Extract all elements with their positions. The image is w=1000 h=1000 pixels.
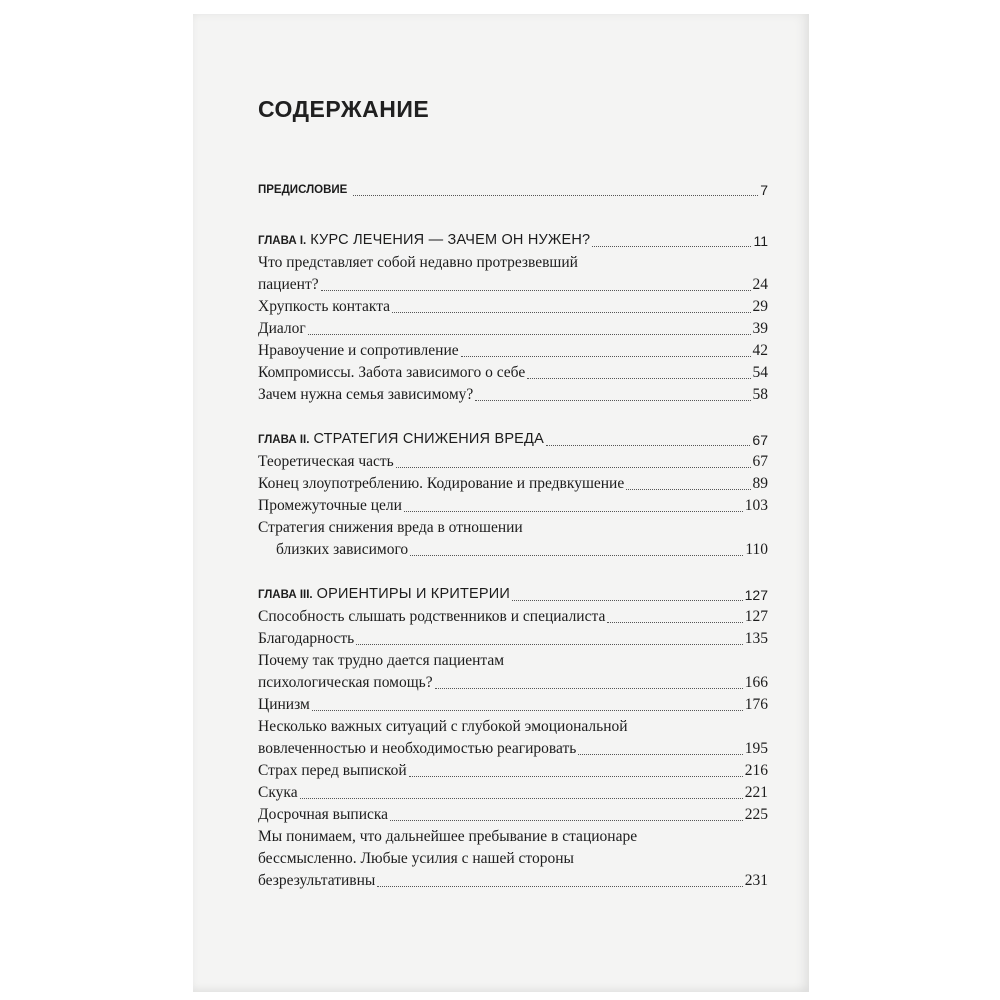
toc-entry-prefix: ПРЕДИСЛОВИЕ [258,184,348,196]
toc-page-number: 39 [752,320,768,337]
toc-entry[interactable] [258,318,768,340]
leader-dots [392,312,750,313]
toc-page-number: 58 [752,386,768,403]
toc-page-number: 166 [744,674,768,691]
toc-entry-title: Диалог [258,320,306,337]
toc-entry-title: безрезультативны [258,872,376,889]
toc-entry[interactable] [258,782,768,804]
toc-entry-prefix: ГЛАВА III. [258,589,313,601]
toc-entry-chapter-1[interactable] [258,228,768,252]
toc-page-number: 29 [752,298,768,315]
table-of-contents [258,96,768,892]
toc-entry[interactable] [258,362,768,384]
toc-entry-title: Зачем нужна семья зависимому? [258,386,474,403]
toc-page-number: 127 [744,587,768,603]
toc-entry-title: Хрупкость контакта [258,298,391,315]
toc-page-number: 231 [744,872,768,889]
toc-heading: СОДЕРЖАНИЕ [258,96,430,122]
leader-dots [578,754,742,755]
toc-entry[interactable] [258,694,768,716]
toc-entry-title: пациент? [258,276,319,293]
toc-entry[interactable] [258,628,768,650]
leader-dots [410,555,743,556]
toc-page-number: 103 [744,497,768,514]
toc-chapter-title: КУРС ЛЕЧЕНИЯ — ЗАЧЕМ ОН НУЖЕН? [310,232,591,248]
toc-entry-preface[interactable] [258,177,768,201]
toc-entry-line: Что представляет собой недавно протрезвевший [258,254,578,271]
toc-page-number: 135 [744,630,768,647]
leader-dots [409,776,743,777]
toc-page-number: 127 [744,608,768,625]
leader-dots [607,622,742,623]
toc-entry-chapter-3[interactable] [258,582,768,606]
toc-entry[interactable] [258,274,768,296]
toc-page-number: 195 [744,740,768,757]
toc-page-number: 216 [744,762,768,779]
toc-entry-line: Мы понимаем, что дальнейшее пребывание в стационаре [258,828,638,845]
toc-entry[interactable] [258,606,768,628]
toc-entry-title: Нравоучение и сопротивление [258,342,459,359]
toc-entry-title: психологическая помощь? [258,674,433,691]
leader-dots [512,600,743,601]
leader-dots [356,644,742,645]
leader-dots [300,798,743,799]
leader-dots [626,489,750,490]
toc-entry[interactable] [258,738,768,760]
toc-page-number: 89 [752,475,768,492]
toc-entry-title: Страх перед выпиской [258,762,407,779]
leader-dots [404,511,743,512]
leader-dots [312,710,743,711]
toc-entry[interactable] [258,340,768,362]
toc-chapter-title: СТРАТЕГИЯ СНИЖЕНИЯ ВРЕДА [313,431,544,447]
toc-page-number: 225 [744,806,768,823]
leader-dots [527,378,750,379]
toc-page-number: 67 [752,453,768,470]
leader-dots [377,886,742,887]
toc-page-number: 110 [745,541,768,558]
leader-dots [435,688,743,689]
toc-entry-title: Благодарность [258,630,355,647]
leader-dots [353,195,758,196]
toc-entry-title: Цинизм [258,696,310,713]
toc-entry-line: Стратегия снижения вреда в отношении [258,519,523,536]
toc-entry[interactable] [258,870,768,892]
toc-entry[interactable] [258,539,768,561]
toc-page-number: 221 [744,784,768,801]
toc-page-number: 24 [752,276,768,293]
toc-page-number: 67 [752,432,768,448]
toc-entry-title: Теоретическая часть [258,453,394,470]
toc-entry[interactable] [258,760,768,782]
toc-entry-line: бессмысленно. Любые усилия с нашей стороны [258,850,574,867]
toc-page-number: 7 [760,182,768,198]
toc-entry-line: Несколько важных ситуаций с глубокой эмоциональной [258,718,628,735]
toc-entry-title: Компромиссы. Забота зависимого о себе [258,364,526,381]
toc-entry-prefix: ГЛАВА I. [258,235,307,247]
leader-dots [475,400,750,401]
toc-entry[interactable] [258,451,768,473]
toc-entry-chapter-2[interactable] [258,427,768,451]
toc-entry[interactable] [258,473,768,495]
toc-entry-title: близких зависимого [276,541,409,558]
toc-entry-title: Скука [258,784,298,801]
toc-entry[interactable] [258,804,768,826]
toc-entry-title: Промежуточные цели [258,497,402,514]
leader-dots [592,246,751,247]
leader-dots [396,467,751,468]
toc-page-number: 11 [753,233,768,249]
toc-entry-title: вовлеченностью и необходимостью реагировать [258,740,577,757]
toc-entry[interactable] [258,384,768,406]
toc-page-number: 54 [752,364,768,381]
toc-entry-title: Способность слышать родственников и специалиста [258,608,606,625]
toc-entry-title: Конец злоупотреблению. Кодирование и предвкушение [258,475,625,492]
toc-entry[interactable] [258,672,768,694]
toc-page-number: 176 [744,696,768,713]
leader-dots [390,820,743,821]
toc-entry-prefix: ГЛАВА II. [258,434,310,446]
toc-entry-line: Почему так трудно дается пациентам [258,652,505,669]
toc-entry[interactable] [258,495,768,517]
toc-page-number: 42 [752,342,768,359]
leader-dots [308,334,751,335]
leader-dots [321,290,751,291]
toc-chapter-title: ОРИЕНТИРЫ И КРИТЕРИИ [316,586,510,602]
leader-dots [461,356,751,357]
toc-entry[interactable] [258,296,768,318]
leader-dots [546,445,750,446]
toc-entry-title: Досрочная выписка [258,806,389,823]
